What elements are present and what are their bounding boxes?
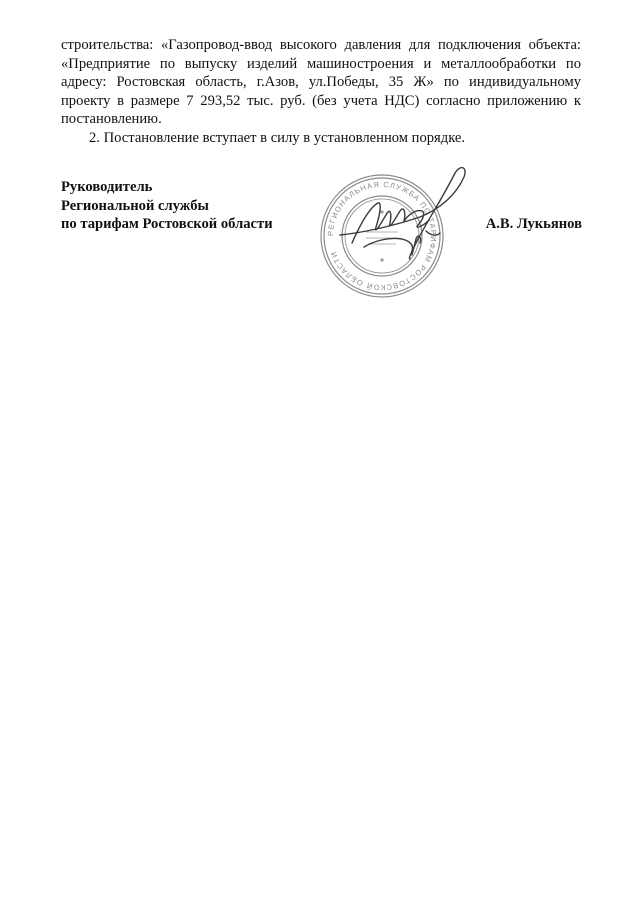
signer-name: А.В. Лукьянов	[485, 216, 582, 232]
signatory-title-line-3: по тарифам Ростовской области	[61, 216, 273, 232]
handwritten-signature-icon	[330, 155, 480, 275]
signatory-title-line-2: Региональной службы	[61, 197, 209, 214]
paragraph-effective: 2. Постановление вступает в силу в установленном порядке.	[89, 129, 466, 146]
seal-text: РЕГИОНАЛЬНАЯ СЛУЖБА ПО ТАРИФАМ РОСТОВСКОЙ ОБЛАСТИ	[325, 179, 439, 293]
paragraph-construction: строительства: «Газопровод-ввод высокого давления для подключения объекта: «Предприятие по выпуску изделий машиностроения и металлообработки по адресу: Ростовская область, г.Азов, ул.Победы, 35 Ж» по индивидуальному проекту в размере 7 293,52 тыс. руб. (без учета НДС) согласно приложению к постановлению.	[61, 37, 581, 127]
document-body	[61, 36, 581, 147]
signatory-title	[61, 178, 273, 234]
signatory-title-line-1: Руководитель	[61, 179, 153, 195]
